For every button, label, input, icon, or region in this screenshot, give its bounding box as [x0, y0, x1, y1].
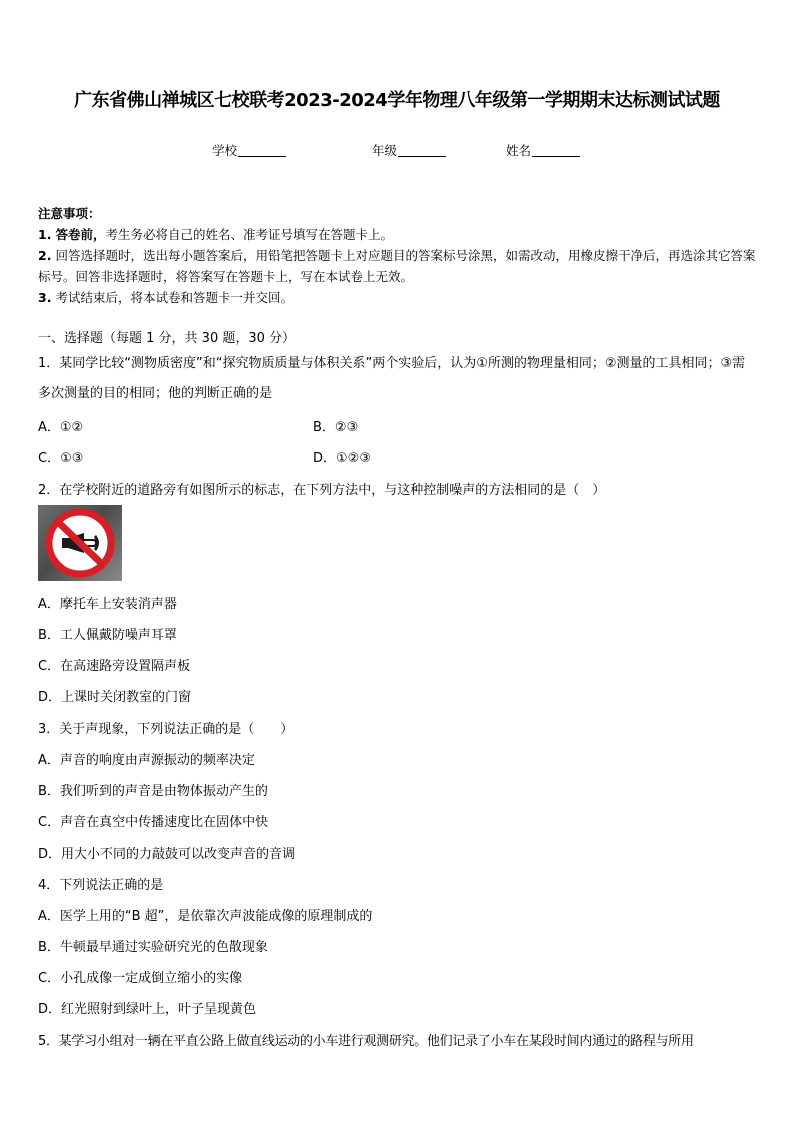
q2-option-b[interactable]: B．工人佩戴防噪声耳罩	[38, 628, 177, 643]
exam-notes	[38, 203, 758, 308]
question-4-text: 4．下列说法正确的是	[38, 878, 164, 893]
question-3-text: 3．关于声现象，下列说法正确的是（ ）	[38, 722, 294, 737]
no-horn-icon	[38, 505, 122, 581]
name-field[interactable]	[506, 141, 580, 159]
q3-option-a[interactable]: A．声音的响度由声源振动的频率决定	[38, 753, 255, 768]
school-blank[interactable]	[238, 144, 286, 157]
note-item-1: 1. 答卷前，考生务必将自己的姓名、准考证号填写在答题卡上。	[38, 227, 393, 242]
grade-label: 年级	[372, 143, 398, 158]
school-label: 学校	[212, 143, 238, 158]
q2-option-d[interactable]: D．上课时关闭教室的门窗	[38, 690, 192, 705]
q3-option-b[interactable]: B．我们听到的声音是由物体振动产生的	[38, 784, 268, 799]
exam-title: 广东省佛山禅城区七校联考2023-2024学年物理八年级第一学期期末达标测试试题	[74, 90, 720, 111]
q1-option-d[interactable]: D．①②③	[313, 451, 371, 466]
q4-option-c[interactable]: C．小孔成像一定成倒立缩小的实像	[38, 971, 243, 986]
q4-option-b[interactable]: B．牛顿最早通过实验研究光的色散现象	[38, 940, 268, 955]
q4-option-a[interactable]: A．医学上用的“B 超”，是依靠次声波能成像的原理制成的	[38, 909, 373, 924]
q1-option-c[interactable]: C．①③	[38, 451, 84, 466]
grade-blank[interactable]	[398, 144, 446, 157]
q1-option-b[interactable]: B．②③	[313, 420, 359, 435]
q2-option-a[interactable]: A．摩托车上安装消声器	[38, 597, 177, 612]
question-5-text: 5．某学习小组对一辆在平直公路上做直线运动的小车进行观测研究。他们记录了小车在某段时间内通过的路程与所用	[38, 1034, 694, 1049]
q1-option-a[interactable]: A．①②	[38, 420, 84, 435]
q2-option-c[interactable]: C．在高速路旁设置隔声板	[38, 659, 191, 674]
no-horn-sign-image	[38, 505, 122, 581]
notes-heading: 注意事项：	[38, 206, 101, 221]
name-blank[interactable]	[532, 144, 580, 157]
q3-option-c[interactable]: C．声音在真空中传播速度比在固体中快	[38, 815, 269, 830]
grade-field[interactable]	[372, 141, 446, 159]
section-heading: 一、选择题（每题 1 分，共 30 题，30 分）	[38, 331, 296, 346]
q3-option-d[interactable]: D．用大小不同的力敲鼓可以改变声音的音调	[38, 847, 296, 862]
question-2-text: 2．在学校附近的道路旁有如图所示的标志，在下列方法中，与这种控制噪声的方法相同的是（ ）	[38, 483, 606, 498]
school-field[interactable]	[212, 141, 286, 159]
q4-option-d[interactable]: D．红光照射到绿叶上，叶子呈现黄色	[38, 1002, 257, 1017]
question-1-text: 1．某同学比较“测物质密度”和“探究物质质量与体积关系”两个实验后，认为①所测的物理量相同；②测量的工具相同；③需多次测量的目的相同；他的判断正确的是	[38, 356, 746, 401]
note-item-2: 2. 回答选择题时，选出每小题答案后，用铅笔把答题卡上对应题目的答案标号涂黑，如需改动，用橡皮擦干净后，再选涂其它答案标号。回答非选择题时，将答案写在答题卡上，写在本试卷上无效。	[38, 248, 756, 284]
name-label: 姓名	[506, 143, 532, 158]
note-item-3: 3. 考试结束后，将本试卷和答题卡一并交回。	[38, 290, 293, 305]
